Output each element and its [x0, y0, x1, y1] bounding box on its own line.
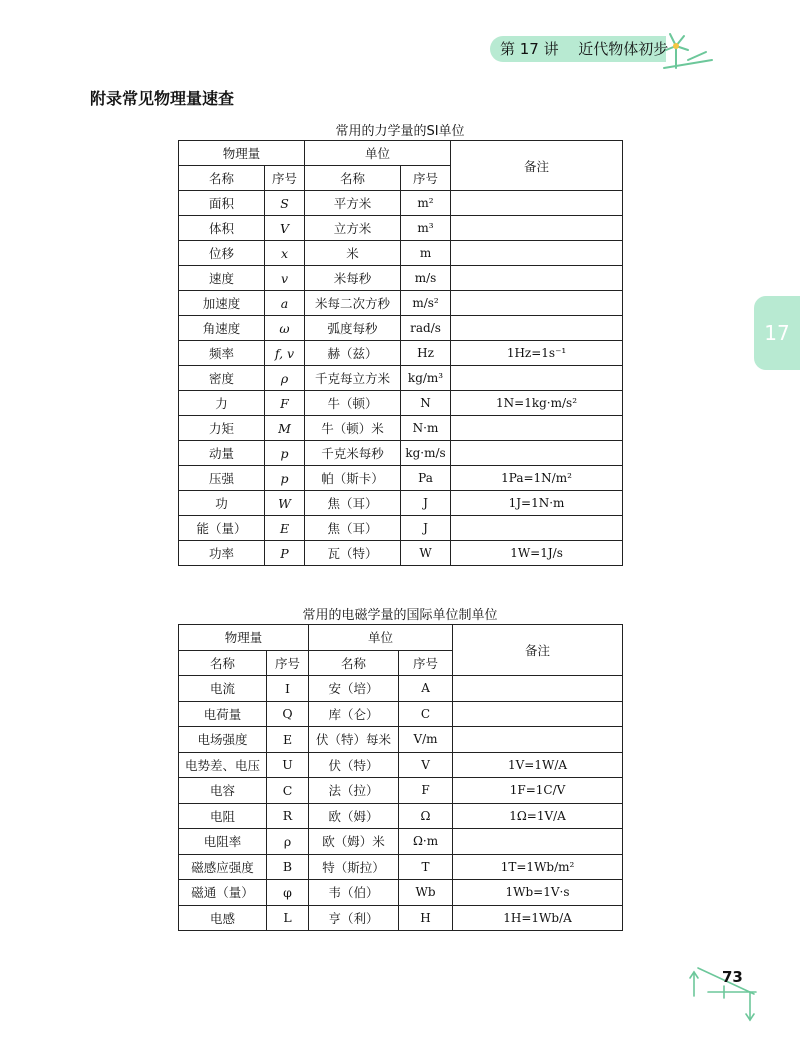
unit-symbol-cell: m/s: [401, 266, 451, 291]
unit-name-cell: 特（斯拉）: [309, 854, 399, 880]
remark-cell: [451, 241, 623, 266]
remark-cell: [453, 701, 623, 727]
quantity-symbol-cell: ω: [265, 316, 305, 341]
unit-name-cell: 韦（伯）: [309, 880, 399, 906]
table-row: [179, 391, 623, 416]
header-unit: 单位: [305, 141, 451, 166]
remark-cell: [453, 829, 623, 855]
table-row: [179, 291, 623, 316]
quantity-name-cell: 体积: [179, 216, 265, 241]
quantity-name-cell: 电流: [179, 676, 267, 702]
quantity-symbol-cell: I: [267, 676, 309, 702]
table-row: [179, 676, 623, 702]
quantity-symbol-cell: L: [267, 905, 309, 931]
remark-cell: [451, 516, 623, 541]
quantity-symbol-cell: E: [265, 516, 305, 541]
quantity-name-cell: 压强: [179, 466, 265, 491]
header-remark: 备注: [453, 625, 623, 676]
remark-cell: [453, 727, 623, 753]
quantity-symbol-cell: W: [265, 491, 305, 516]
remark-cell: 1T=1Wb/m²: [453, 854, 623, 880]
table-row: [179, 905, 623, 931]
unit-name-cell: 焦（耳）: [305, 491, 401, 516]
table-row: [179, 416, 623, 441]
quantity-name-cell: 电势差、电压: [179, 752, 267, 778]
table-row: [179, 803, 623, 829]
table-row: [179, 191, 623, 216]
quantity-name-cell: 角速度: [179, 316, 265, 341]
quantity-name-cell: 速度: [179, 266, 265, 291]
unit-symbol-cell: m³: [401, 216, 451, 241]
header-unit-name: 名称: [305, 166, 401, 191]
table-row: [179, 491, 623, 516]
remark-cell: [451, 216, 623, 241]
quantity-symbol-cell: C: [267, 778, 309, 804]
unit-name-cell: 米每二次方秒: [305, 291, 401, 316]
table-row: [179, 880, 623, 906]
unit-name-cell: 库（仑）: [309, 701, 399, 727]
section-title: 附录常见物理量速查: [90, 89, 235, 108]
unit-symbol-cell: C: [399, 701, 453, 727]
unit-name-cell: 千克每立方米: [305, 366, 401, 391]
unit-symbol-cell: T: [399, 854, 453, 880]
quantity-symbol-cell: f, v: [265, 341, 305, 366]
remark-cell: [451, 266, 623, 291]
quantity-symbol-cell: P: [265, 541, 305, 566]
mechanics-units-table: [178, 140, 623, 566]
unit-symbol-cell: kg/m³: [401, 366, 451, 391]
quantity-name-cell: 电感: [179, 905, 267, 931]
unit-symbol-cell: N·m: [401, 416, 451, 441]
unit-name-cell: 瓦（特）: [305, 541, 401, 566]
quantity-symbol-cell: p: [265, 441, 305, 466]
quantity-name-cell: 位移: [179, 241, 265, 266]
header-quantity-name: 名称: [179, 166, 265, 191]
quantity-symbol-cell: x: [265, 241, 305, 266]
unit-symbol-cell: Hz: [401, 341, 451, 366]
unit-symbol-cell: J: [401, 516, 451, 541]
table-row: [179, 752, 623, 778]
quantity-symbol-cell: R: [267, 803, 309, 829]
table-row: [179, 316, 623, 341]
unit-symbol-cell: A: [399, 676, 453, 702]
table-row: [179, 516, 623, 541]
unit-name-cell: 欧（姆）: [309, 803, 399, 829]
remark-cell: 1N=1kg·m/s²: [451, 391, 623, 416]
remark-cell: [451, 441, 623, 466]
unit-name-cell: 法（拉）: [309, 778, 399, 804]
unit-name-cell: 赫（兹）: [305, 341, 401, 366]
quantity-symbol-cell: Q: [267, 701, 309, 727]
unit-symbol-cell: N: [401, 391, 451, 416]
unit-name-cell: 千克米每秒: [305, 441, 401, 466]
chapter-header: [500, 38, 668, 60]
table-row: [179, 366, 623, 391]
unit-name-cell: 亨（利）: [309, 905, 399, 931]
quantity-symbol-cell: p: [265, 466, 305, 491]
quantity-name-cell: 面积: [179, 191, 265, 216]
quantity-name-cell: 电容: [179, 778, 267, 804]
quantity-name-cell: 动量: [179, 441, 265, 466]
quantity-name-cell: 能（量）: [179, 516, 265, 541]
quantity-symbol-cell: U: [267, 752, 309, 778]
unit-symbol-cell: V: [399, 752, 453, 778]
quantity-symbol-cell: M: [265, 416, 305, 441]
quantity-name-cell: 磁感应强度: [179, 854, 267, 880]
unit-name-cell: 伏（特）: [309, 752, 399, 778]
header-unit-symbol: 序号: [399, 650, 453, 676]
remark-cell: [451, 191, 623, 216]
remark-cell: 1F=1C/V: [453, 778, 623, 804]
quantity-symbol-cell: V: [265, 216, 305, 241]
table-row: [179, 341, 623, 366]
remark-cell: 1Ω=1V/A: [453, 803, 623, 829]
unit-name-cell: 平方米: [305, 191, 401, 216]
quantity-symbol-cell: E: [267, 727, 309, 753]
electromagnetism-table-caption: 常用的电磁学量的国际单位制单位: [302, 608, 498, 623]
unit-symbol-cell: Pa: [401, 466, 451, 491]
header-quantity: 物理量: [179, 625, 309, 651]
unit-symbol-cell: W: [401, 541, 451, 566]
quantity-symbol-cell: ρ: [267, 829, 309, 855]
side-tab-label: 17: [764, 321, 790, 345]
quantity-symbol-cell: a: [265, 291, 305, 316]
table-row: [179, 216, 623, 241]
table-row: [179, 854, 623, 880]
unit-name-cell: 焦（耳）: [305, 516, 401, 541]
unit-symbol-cell: Ω: [399, 803, 453, 829]
table-row: [179, 541, 623, 566]
table-row: [179, 829, 623, 855]
header-quantity: 物理量: [179, 141, 305, 166]
unit-name-cell: 牛（顿）: [305, 391, 401, 416]
quantity-name-cell: 电荷量: [179, 701, 267, 727]
unit-name-cell: 立方米: [305, 216, 401, 241]
quantity-name-cell: 加速度: [179, 291, 265, 316]
unit-name-cell: 弧度每秒: [305, 316, 401, 341]
remark-cell: 1W=1J/s: [451, 541, 623, 566]
header-unit: 单位: [309, 625, 453, 651]
unit-name-cell: 帕（斯卡）: [305, 466, 401, 491]
quantity-symbol-cell: v: [265, 266, 305, 291]
remark-cell: [451, 416, 623, 441]
quantity-name-cell: 力矩: [179, 416, 265, 441]
unit-symbol-cell: m: [401, 241, 451, 266]
remark-cell: 1H=1Wb/A: [453, 905, 623, 931]
remark-cell: 1Pa=1N/m²: [451, 466, 623, 491]
remark-cell: [451, 291, 623, 316]
unit-symbol-cell: H: [399, 905, 453, 931]
remark-cell: 1Wb=1V·s: [453, 880, 623, 906]
unit-symbol-cell: J: [401, 491, 451, 516]
header-remark: 备注: [451, 141, 623, 191]
unit-name-cell: 牛（顿）米: [305, 416, 401, 441]
table-row: [179, 241, 623, 266]
table-row: [179, 727, 623, 753]
chapter-title: 近代物体初步: [578, 40, 669, 58]
unit-symbol-cell: kg·m/s: [401, 441, 451, 466]
unit-symbol-cell: V/m: [399, 727, 453, 753]
remark-cell: [453, 676, 623, 702]
unit-name-cell: 安（培）: [309, 676, 399, 702]
quantity-name-cell: 力: [179, 391, 265, 416]
quantity-name-cell: 磁通（量）: [179, 880, 267, 906]
table-row: [179, 266, 623, 291]
unit-symbol-cell: rad/s: [401, 316, 451, 341]
remark-cell: [451, 316, 623, 341]
header-quantity-symbol: 序号: [265, 166, 305, 191]
quantity-symbol-cell: F: [265, 391, 305, 416]
windmill-icon: [662, 30, 714, 72]
quantity-symbol-cell: B: [267, 854, 309, 880]
header-quantity-symbol: 序号: [267, 650, 309, 676]
table-row: [179, 778, 623, 804]
header-quantity-name: 名称: [179, 650, 267, 676]
quantity-symbol-cell: S: [265, 191, 305, 216]
unit-name-cell: 米: [305, 241, 401, 266]
quantity-name-cell: 功: [179, 491, 265, 516]
quantity-symbol-cell: φ: [267, 880, 309, 906]
unit-name-cell: 欧（姆）米: [309, 829, 399, 855]
chapter-number: 第 17 讲: [500, 40, 559, 58]
electromagnetism-units-table: [178, 624, 623, 931]
remark-cell: 1Hz=1s⁻¹: [451, 341, 623, 366]
quantity-name-cell: 电阻率: [179, 829, 267, 855]
table-row: [179, 701, 623, 727]
quantity-name-cell: 频率: [179, 341, 265, 366]
quantity-name-cell: 电场强度: [179, 727, 267, 753]
mechanics-table-caption: 常用的力学量的SI单位: [335, 124, 465, 139]
quantity-name-cell: 电阻: [179, 803, 267, 829]
quantity-name-cell: 功率: [179, 541, 265, 566]
table-row: [179, 441, 623, 466]
unit-symbol-cell: F: [399, 778, 453, 804]
unit-symbol-cell: m/s²: [401, 291, 451, 316]
mechanics-table-body: [179, 191, 623, 566]
header-unit-symbol: 序号: [401, 166, 451, 191]
remark-cell: [451, 366, 623, 391]
unit-symbol-cell: Wb: [399, 880, 453, 906]
remark-cell: 1V=1W/A: [453, 752, 623, 778]
quantity-symbol-cell: ρ: [265, 366, 305, 391]
remark-cell: 1J=1N·m: [451, 491, 623, 516]
unit-name-cell: 伏（特）每米: [309, 727, 399, 753]
header-unit-name: 名称: [309, 650, 399, 676]
table-row: [179, 466, 623, 491]
page-number: 73: [722, 968, 743, 986]
unit-symbol-cell: Ω·m: [399, 829, 453, 855]
chapter-side-tab: [754, 296, 800, 370]
unit-symbol-cell: m²: [401, 191, 451, 216]
electromagnetism-table-body: [179, 676, 623, 931]
quantity-name-cell: 密度: [179, 366, 265, 391]
unit-name-cell: 米每秒: [305, 266, 401, 291]
